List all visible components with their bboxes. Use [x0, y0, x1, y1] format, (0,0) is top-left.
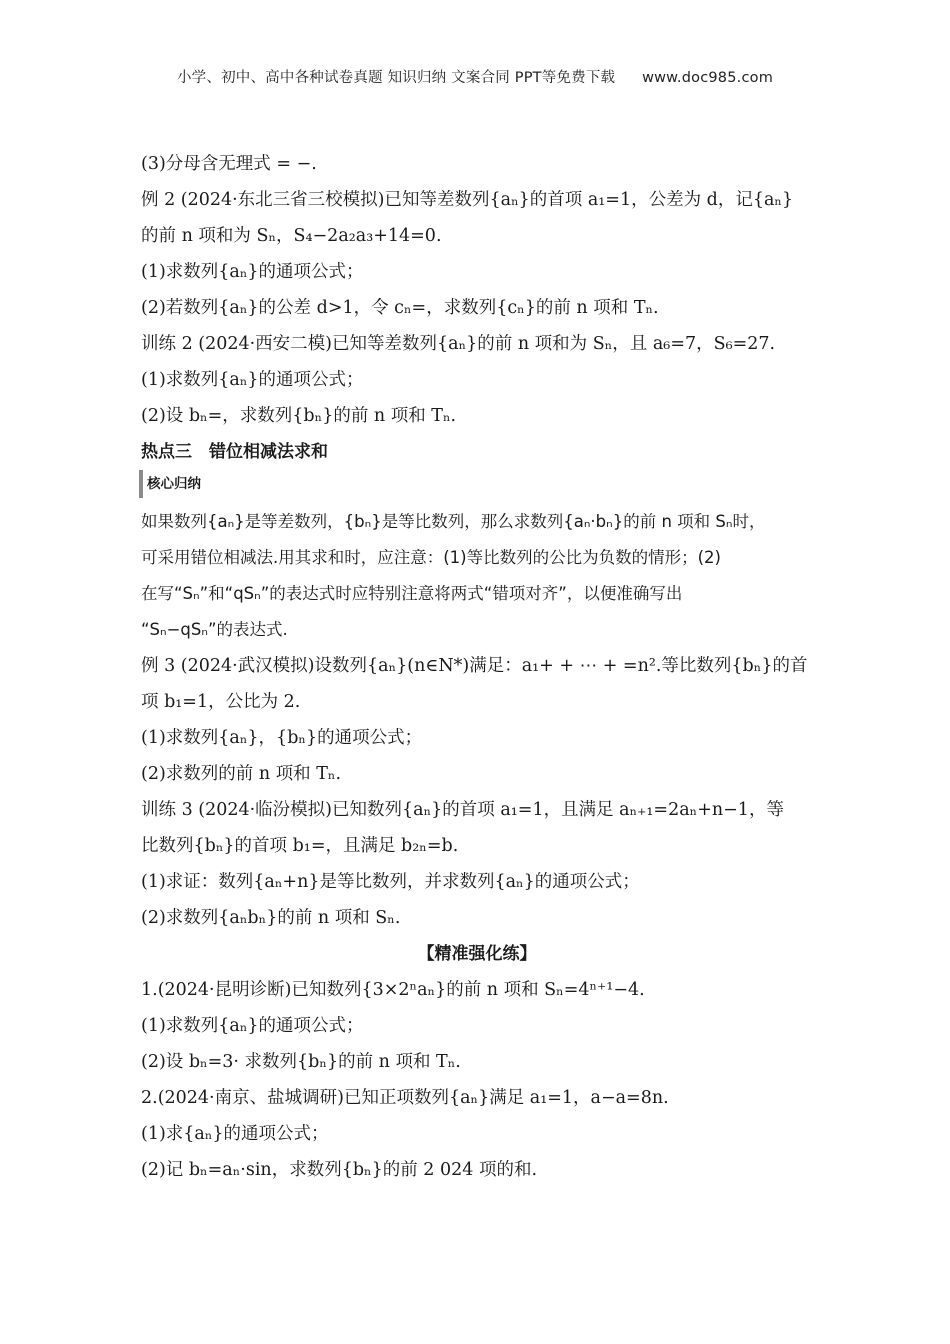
section-subheading: 核心归纳	[139, 470, 813, 498]
summary-line-2: 可采用错位相减法.用其求和时，应注意：(1)等比数列的公比为负数的情形；(2)	[141, 548, 721, 567]
training-3-line-1: 训练 3 (2024·临汾模拟)已知数列{aₙ}的首项 a₁=1，且满足 aₙ₊₁=2aₙ+n−1，等	[141, 800, 784, 820]
example-2-line-2: 的前 n 项和为 Sₙ，S₄−2a₂a₃+14=0.	[141, 226, 442, 246]
practice-2-part-2: (2)记 bₙ=aₙ·sin，求数列{bₙ}的前 2 024 项的和.	[141, 1160, 538, 1180]
summary-line-3: 在写“Sₙ”和“qSₙ”的表达式时应特别注意将两式“错项对齐”，以便准确写出	[141, 584, 683, 603]
practice-1-part-2: (2)设 bₙ=3· 求数列{bₙ}的前 n 项和 Tₙ.	[141, 1052, 461, 1072]
training-3-part-1: (1)求证：数列{aₙ+n}是等比数列，并求数列{aₙ}的通项公式；	[141, 872, 640, 892]
practice-2-part-1: (1)求{aₙ}的通项公式；	[141, 1124, 329, 1144]
header-slogan: 小学、初中、高中各种试卷真题 知识归纳 文案合同 PPT等免费下载	[176, 70, 616, 86]
document-body	[141, 146, 813, 1188]
training-2-part-1: (1)求数列{aₙ}的通项公式；	[141, 370, 364, 390]
example-2-line-1: 例 2 (2024·东北三省三校模拟)已知等差数列{aₙ}的首项 a₁=1，公差为 d，记{aₙ}	[141, 190, 794, 210]
text-line: (3)分母含无理式 = −.	[141, 154, 317, 174]
example-2-part-2: (2)若数列{aₙ}的公差 d>1，令 cₙ=，求数列{cₙ}的前 n 项和 Tₙ.	[141, 298, 659, 318]
section-heading: 热点三 错位相减法求和	[141, 442, 328, 462]
practice-1-part-1: (1)求数列{aₙ}的通项公式；	[141, 1016, 364, 1036]
practice-1-line: 1.(2024·昆明诊断)已知数列{3×2ⁿaₙ}的前 n 项和 Sₙ=4ⁿ⁺¹−4.	[141, 980, 645, 1000]
example-3-line-1: 例 3 (2024·武汉模拟)设数列{aₙ}(n∈N*)满足：a₁+ + ⋯ + =n².等比数列{bₙ}的首	[141, 656, 808, 676]
training-2-line: 训练 2 (2024·西安二模)已知等差数列{aₙ}的前 n 项和为 Sₙ，且 a₆=7，S₆=27.	[141, 334, 776, 354]
example-3-line-2: 项 b₁=1，公比为 2.	[141, 692, 301, 712]
summary-line-1: 如果数列{aₙ}是等差数列，{bₙ}是等比数列，那么求数列{aₙ·bₙ}的前 n 项和 Sₙ时，	[141, 512, 766, 531]
example-3-part-2: (2)求数列的前 n 项和 Tₙ.	[141, 764, 342, 784]
practice-2-line: 2.(2024·南京、盐城调研)已知正项数列{aₙ}满足 a₁=1，a−a=8n.	[141, 1088, 669, 1108]
training-3-line-2: 比数列{bₙ}的首项 b₁=，且满足 b₂ₙ=b.	[141, 836, 459, 856]
summary-line-4: “Sₙ−qSₙ”的表达式.	[141, 620, 288, 639]
page-header	[0, 66, 950, 87]
example-2-part-1: (1)求数列{aₙ}的通项公式；	[141, 262, 364, 282]
training-3-part-2: (2)求数列{aₙbₙ}的前 n 项和 Sₙ.	[141, 908, 401, 928]
training-2-part-2: (2)设 bₙ=，求数列{bₙ}的前 n 项和 Tₙ.	[141, 406, 457, 426]
practice-title: 【精准强化练】	[417, 944, 537, 964]
example-3-part-1: (1)求数列{aₙ}，{bₙ}的通项公式；	[141, 728, 423, 748]
header-url[interactable]: www.doc985.com	[642, 70, 774, 86]
